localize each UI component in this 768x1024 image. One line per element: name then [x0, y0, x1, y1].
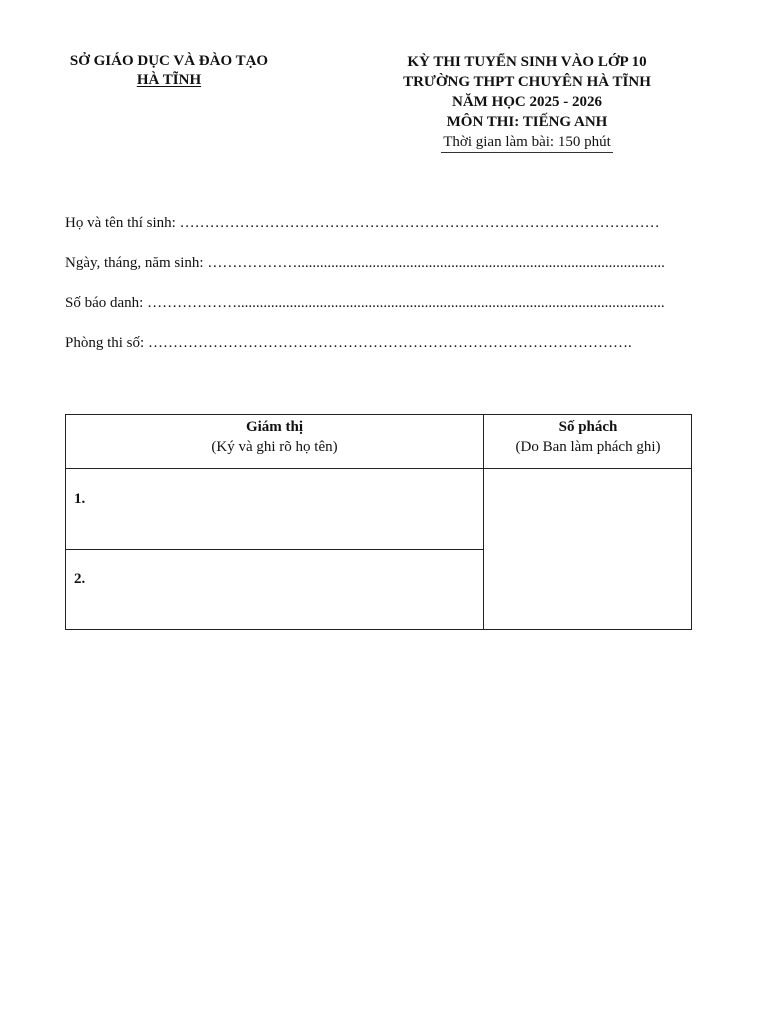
exam-room-blank[interactable]: ……………………………………………………………………………………. — [147, 335, 632, 351]
proctor-1-signature-cell[interactable]: 1. — [74, 491, 86, 507]
candidate-info-section — [65, 213, 710, 373]
proctor-2-signature-cell[interactable]: 2. — [74, 571, 86, 587]
school-year: NĂM HỌC 2025 - 2026 — [452, 94, 602, 110]
exam-duration: Thời gian làm bài: 150 phút — [441, 133, 613, 153]
proctor-column-header — [66, 417, 483, 457]
candidate-number-label: Số báo danh: — [65, 295, 148, 311]
birth-date-line[interactable] — [65, 253, 710, 273]
province-name: HÀ TĨNH — [136, 72, 202, 88]
proctor-header-note: (Ký và ghi rõ họ tên) — [211, 439, 338, 455]
candidate-number-blank[interactable]: ……………….................................................................................................................. — [147, 295, 665, 311]
signature-table — [65, 414, 692, 630]
table-header-divider — [66, 468, 691, 469]
proctor-header-title: Giám thị — [245, 419, 304, 435]
issuing-authority — [44, 52, 294, 90]
candidate-name-blank[interactable]: …………………………………………………………………………………… — [179, 215, 660, 231]
birth-date-blank[interactable]: ……………….................................................................................................. — [207, 255, 665, 271]
department-name: SỞ GIÁO DỤC VÀ ĐÀO TẠO — [69, 53, 269, 69]
candidate-name-label: Họ và tên thí sinh: — [65, 215, 180, 231]
exam-room-line[interactable] — [65, 333, 710, 353]
code-header-title: Số phách — [558, 419, 618, 435]
birth-date-label: Ngày, tháng, năm sinh: — [65, 255, 208, 271]
exam-subject: MÔN THI: TIẾNG ANH — [446, 114, 608, 130]
school-name: TRƯỜNG THPT CHUYÊN HÀ TĨNH — [403, 74, 651, 90]
exam-title: KỲ THI TUYỂN SINH VÀO LỚP 10 — [407, 54, 647, 70]
exam-header — [382, 52, 672, 153]
candidate-number-line[interactable] — [65, 293, 710, 313]
exam-room-label: Phòng thi số: — [65, 335, 148, 351]
code-header-note: (Do Ban làm phách ghi) — [515, 439, 661, 455]
candidate-name-line[interactable] — [65, 213, 710, 233]
table-row-divider — [66, 549, 483, 550]
code-column-header — [484, 417, 692, 457]
